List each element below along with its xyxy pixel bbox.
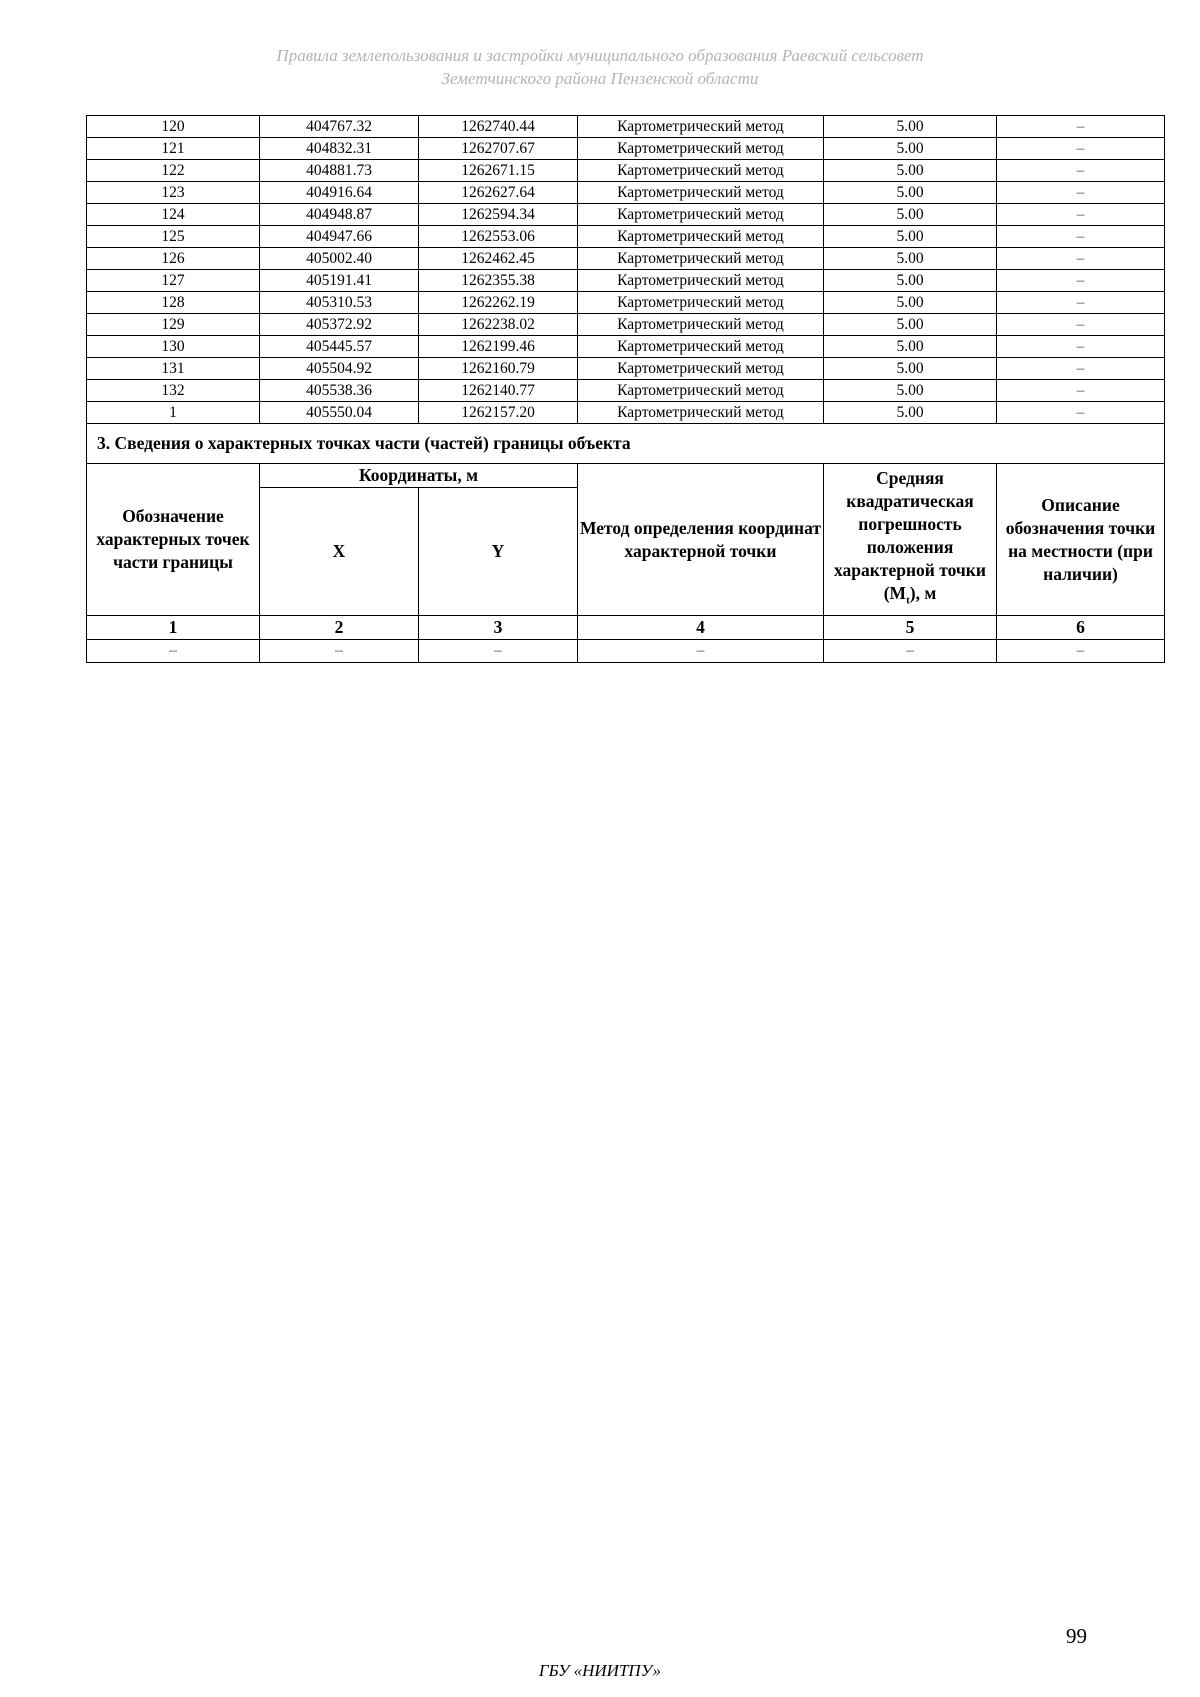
table-row — [87, 358, 1165, 380]
method-cell: Картометрический метод — [578, 116, 824, 138]
error-cell: 5.00 — [824, 204, 997, 226]
point-id-cell: 131 — [87, 358, 260, 380]
y-coord-cell: 1262671.15 — [419, 160, 578, 182]
y-coord-cell: 1262238.02 — [419, 314, 578, 336]
point-id-cell: 126 — [87, 248, 260, 270]
header-line-2: Земетчинского района Пензенской области — [441, 69, 759, 88]
y-coord-cell: 1262355.38 — [419, 270, 578, 292]
point-id-cell: 128 — [87, 292, 260, 314]
y-coord-cell: 1262199.46 — [419, 336, 578, 358]
error-cell: 5.00 — [824, 116, 997, 138]
point-id-cell: 122 — [87, 160, 260, 182]
description-cell: – — [997, 160, 1165, 182]
method-cell: Картометрический метод — [578, 226, 824, 248]
description-cell: – — [997, 380, 1165, 402]
description-cell: – — [997, 138, 1165, 160]
empty-cell: – — [87, 640, 260, 663]
method-cell: Картометрический метод — [578, 336, 824, 358]
x-coord-cell: 405504.92 — [260, 358, 419, 380]
x-coord-cell: 405445.57 — [260, 336, 419, 358]
column-number: 5 — [824, 616, 997, 640]
point-id-cell: 120 — [87, 116, 260, 138]
table-row — [87, 248, 1165, 270]
empty-cell: – — [578, 640, 824, 663]
column-number: 2 — [260, 616, 419, 640]
table-row — [87, 116, 1165, 138]
col-error-unit: ), м — [909, 582, 937, 603]
error-cell: 5.00 — [824, 226, 997, 248]
table-row — [87, 336, 1165, 358]
error-cell: 5.00 — [824, 182, 997, 204]
description-cell: – — [997, 358, 1165, 380]
description-cell: – — [997, 182, 1165, 204]
x-coord-cell: 404947.66 — [260, 226, 419, 248]
coordinates-table — [86, 115, 1165, 663]
x-coord-cell: 404767.32 — [260, 116, 419, 138]
method-cell: Картометрический метод — [578, 314, 824, 336]
column-numbers-row — [87, 616, 1165, 640]
method-cell: Картометрический метод — [578, 204, 824, 226]
x-coord-cell: 404881.73 — [260, 160, 419, 182]
point-id-cell: 127 — [87, 270, 260, 292]
method-cell: Картометрический метод — [578, 248, 824, 270]
y-coord-cell: 1262627.64 — [419, 182, 578, 204]
description-cell: – — [997, 204, 1165, 226]
method-cell: Картометрический метод — [578, 402, 824, 424]
table-row — [87, 204, 1165, 226]
y-coord-cell: 1262262.19 — [419, 292, 578, 314]
x-coord-cell: 404916.64 — [260, 182, 419, 204]
col-y-header: Y — [419, 488, 578, 616]
col-error-header — [824, 464, 997, 616]
x-coord-cell: 405191.41 — [260, 270, 419, 292]
point-id-cell: 123 — [87, 182, 260, 204]
col-designation-header: Обозначение характерных точек части границы — [87, 464, 260, 616]
table-row — [87, 226, 1165, 248]
x-coord-cell: 405310.53 — [260, 292, 419, 314]
header-row-1 — [87, 464, 1165, 488]
error-cell: 5.00 — [824, 270, 997, 292]
empty-data-row — [87, 640, 1165, 663]
error-cell: 5.00 — [824, 358, 997, 380]
x-coord-cell: 405550.04 — [260, 402, 419, 424]
section-3-title-row — [87, 424, 1165, 464]
y-coord-cell: 1262462.45 — [419, 248, 578, 270]
x-coord-cell: 405538.36 — [260, 380, 419, 402]
section-3-title: 3. Сведения о характерных точках части (частей) границы объекта — [87, 424, 1165, 464]
y-coord-cell: 1262160.79 — [419, 358, 578, 380]
method-cell: Картометрический метод — [578, 358, 824, 380]
table-row — [87, 380, 1165, 402]
method-cell: Картометрический метод — [578, 182, 824, 204]
description-cell: – — [997, 270, 1165, 292]
x-coord-cell: 404832.31 — [260, 138, 419, 160]
table-row — [87, 138, 1165, 160]
description-cell: – — [997, 248, 1165, 270]
method-cell: Картометрический метод — [578, 138, 824, 160]
table-row — [87, 314, 1165, 336]
point-id-cell: 130 — [87, 336, 260, 358]
section-3 — [87, 424, 1165, 663]
y-coord-cell: 1262594.34 — [419, 204, 578, 226]
error-cell: 5.00 — [824, 314, 997, 336]
error-cell: 5.00 — [824, 292, 997, 314]
y-coord-cell: 1262157.20 — [419, 402, 578, 424]
page-number: 99 — [1066, 1624, 1087, 1648]
error-cell: 5.00 — [824, 336, 997, 358]
error-cell: 5.00 — [824, 160, 997, 182]
coordinate-rows — [87, 116, 1165, 424]
point-id-cell: 132 — [87, 380, 260, 402]
column-number: 3 — [419, 616, 578, 640]
error-cell: 5.00 — [824, 248, 997, 270]
y-coord-cell: 1262553.06 — [419, 226, 578, 248]
x-coord-cell: 405372.92 — [260, 314, 419, 336]
column-number: 6 — [997, 616, 1165, 640]
error-cell: 5.00 — [824, 138, 997, 160]
point-id-cell: 124 — [87, 204, 260, 226]
description-cell: – — [997, 336, 1165, 358]
col-description-header: Описание обозначения точки на местности (при наличии) — [997, 464, 1165, 616]
col-method-header: Метод определения координат характерной точки — [578, 464, 824, 616]
error-cell: 5.00 — [824, 380, 997, 402]
running-header — [0, 44, 1200, 90]
table-row — [87, 182, 1165, 204]
y-coord-cell: 1262740.44 — [419, 116, 578, 138]
description-cell: – — [997, 292, 1165, 314]
col-coords-header: Координаты, м — [260, 464, 578, 488]
table-row — [87, 160, 1165, 182]
header-line-1: Правила землепользования и застройки муниципального образования Раевский сельсовет — [276, 46, 924, 65]
table-row — [87, 402, 1165, 424]
point-id-cell: 125 — [87, 226, 260, 248]
description-cell: – — [997, 116, 1165, 138]
description-cell: – — [997, 402, 1165, 424]
point-id-cell: 129 — [87, 314, 260, 336]
table-row — [87, 292, 1165, 314]
x-coord-cell: 404948.87 — [260, 204, 419, 226]
method-cell: Картометрический метод — [578, 160, 824, 182]
point-id-cell: 1 — [87, 402, 260, 424]
empty-cell: – — [997, 640, 1165, 663]
x-coord-cell: 405002.40 — [260, 248, 419, 270]
footer-organization: ГБУ «НИИТПУ» — [538, 1661, 662, 1680]
method-cell: Картометрический метод — [578, 380, 824, 402]
y-coord-cell: 1262707.67 — [419, 138, 578, 160]
point-id-cell: 121 — [87, 138, 260, 160]
table-row — [87, 270, 1165, 292]
col-error-label: Средняя квадратическая погрешность положения характерной точки (M — [834, 467, 986, 603]
empty-cell: – — [260, 640, 419, 663]
empty-cell: – — [824, 640, 997, 663]
col-error-subscript: t — [906, 594, 910, 607]
description-cell: – — [997, 314, 1165, 336]
y-coord-cell: 1262140.77 — [419, 380, 578, 402]
empty-cell: – — [419, 640, 578, 663]
method-cell: Картометрический метод — [578, 292, 824, 314]
description-cell: – — [997, 226, 1165, 248]
col-x-header: X — [260, 488, 419, 616]
column-number: 4 — [578, 616, 824, 640]
column-number: 1 — [87, 616, 260, 640]
error-cell: 5.00 — [824, 402, 997, 424]
method-cell: Картометрический метод — [578, 270, 824, 292]
